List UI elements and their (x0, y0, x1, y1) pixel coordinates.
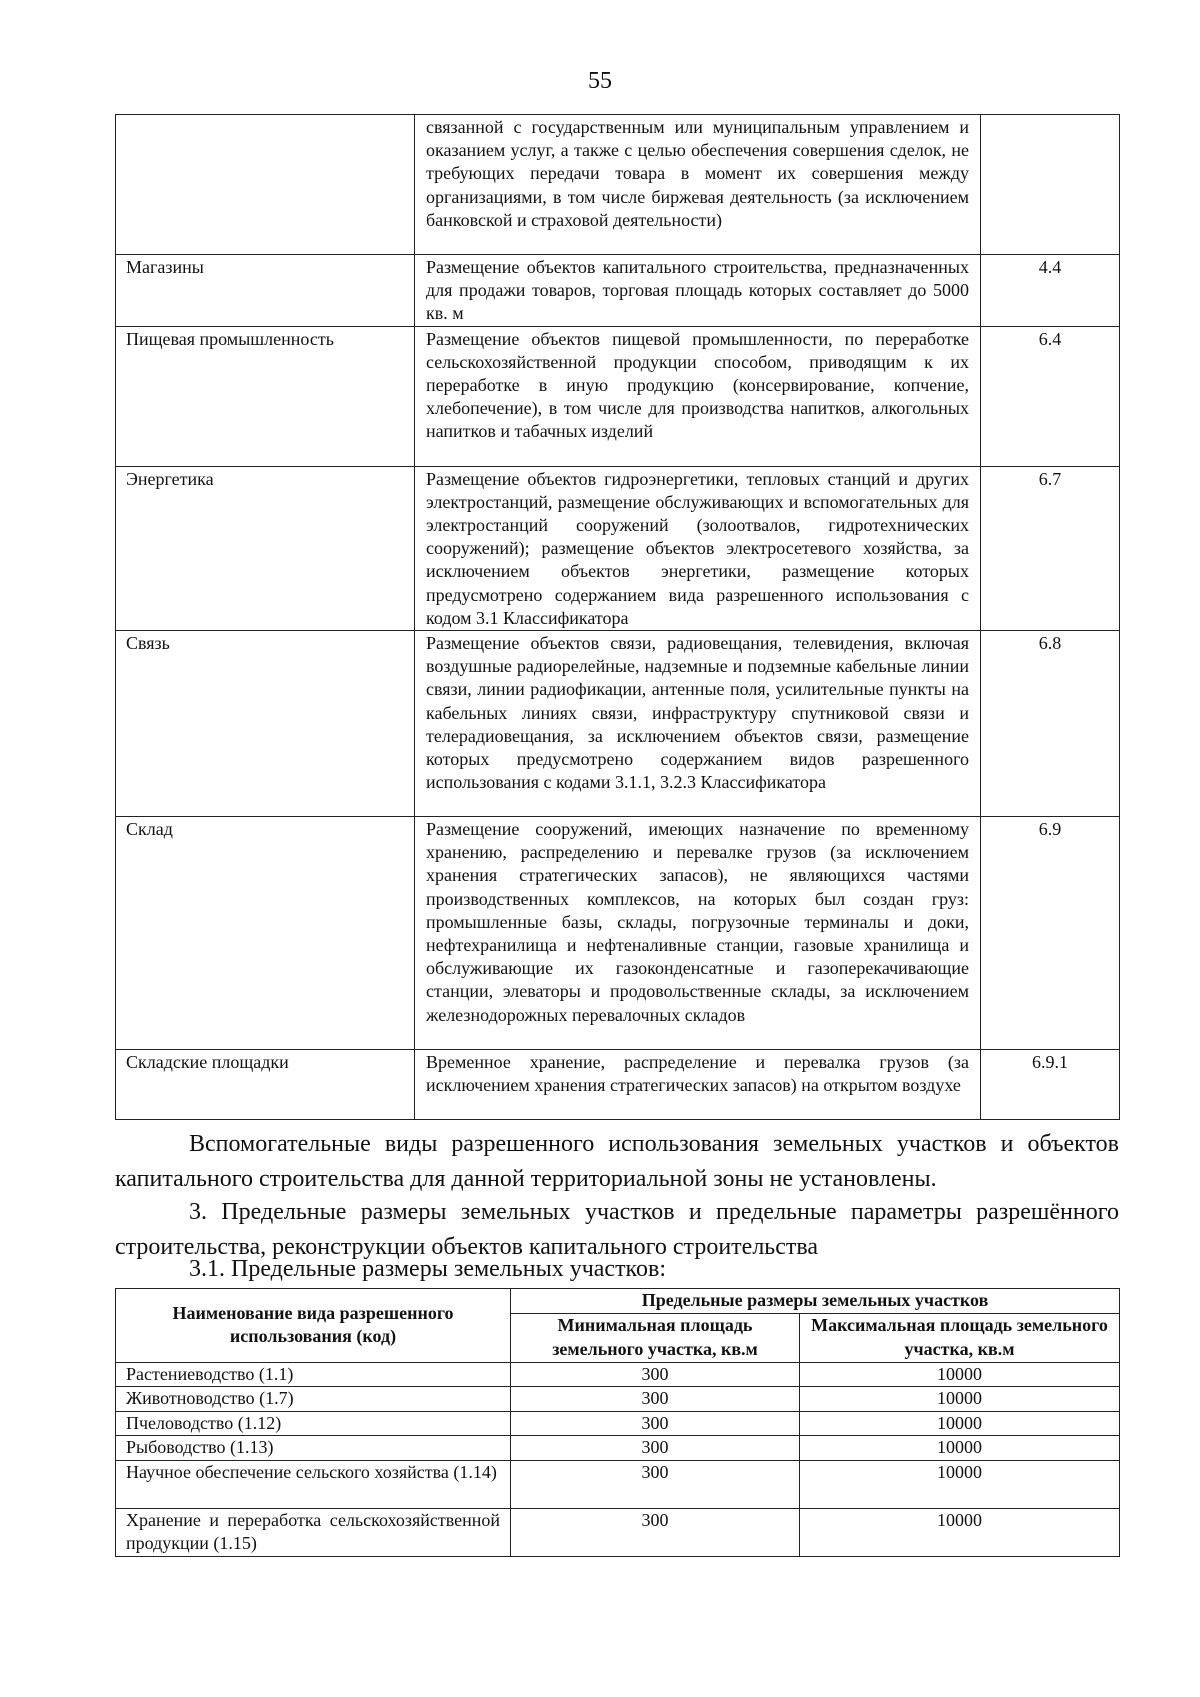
table-row (116, 817, 1120, 1050)
max-area: 10000 (800, 1411, 1120, 1436)
header-row (116, 1289, 1120, 1314)
table-row (116, 1050, 1120, 1120)
max-area: 10000 (800, 1436, 1120, 1461)
use-name: Растениеводство (1.1) (116, 1362, 511, 1387)
use-code: 6.8 (981, 631, 1120, 817)
use-name: Животноводство (1.7) (116, 1387, 511, 1412)
min-area: 300 (511, 1460, 800, 1508)
use-name: Магазины (116, 255, 415, 327)
header-max-area: Максимальная площадь земельного участка, кв.м (800, 1313, 1120, 1362)
use-code: 6.7 (981, 466, 1120, 630)
min-area: 300 (511, 1362, 800, 1387)
use-code: 6.9 (981, 817, 1120, 1050)
section-3-1-heading: 3.1. Предельные размеры земельных участков: (189, 1256, 666, 1282)
max-area: 10000 (800, 1508, 1120, 1556)
use-description: Размещение сооружений, имеющих назначение по временному хранению, распределению и перевалке грузов (за исключением хранения стратегических запасов), не являющихся частями производственных комплексов, на которых был создан груз: промышленные базы, склады, погрузочные терминалы и доки, нефтехранилища и нефтеналивные станции, газовые хранилища и обслуживающие их газоконденсатные и газоперекачивающие станции, элеваторы и продовольственные склады, за исключением железнодорожных перевалочных складов (415, 817, 981, 1050)
table-row (116, 115, 1120, 255)
use-description: Временное хранение, распределение и перевалка грузов (за исключением хранения стратегических запасов) на открытом воздухе (415, 1050, 981, 1120)
use-code (981, 115, 1120, 255)
land-use-table (115, 114, 1120, 1120)
table-row (116, 255, 1120, 327)
header-use-name: Наименование вида разрешенного использования (код) (116, 1289, 511, 1363)
table-row (116, 1460, 1120, 1508)
use-name: Склад (116, 817, 415, 1050)
plot-size-table (115, 1288, 1120, 1557)
use-description: Размещение объектов капитального строительства, предназначенных для продажи товаров, торговая площадь которых составляет до 5000 кв. м (415, 255, 981, 327)
max-area: 10000 (800, 1362, 1120, 1387)
header-group: Предельные размеры земельных участков (511, 1289, 1120, 1314)
use-description: Размещение объектов пищевой промышленности, по переработке сельскохозяйственной продукции способом, приводящим к их переработке в иную продукцию (консервирование, копчение, хлебопечение), в том числе для производства напитков, алкогольных напитков и табачных изделий (415, 326, 981, 466)
use-name: Складские площадки (116, 1050, 415, 1120)
use-name: Рыбоводство (1.13) (116, 1436, 511, 1461)
use-code: 6.9.1 (981, 1050, 1120, 1120)
min-area: 300 (511, 1436, 800, 1461)
table-row (116, 466, 1120, 630)
max-area: 10000 (800, 1387, 1120, 1412)
min-area: 300 (511, 1411, 800, 1436)
auxiliary-uses-paragraph: Вспомогательные виды разрешенного использования земельных участков и объектов капитального строительства для данной территориальной зоны не установлены. (115, 1131, 1119, 1192)
section-3-heading: 3. Предельные размеры земельных участков и предельные параметры разрешённого строительства, реконструкции объектов капитального строительства (115, 1199, 1119, 1260)
max-area: 10000 (800, 1460, 1120, 1508)
use-name: Научное обеспечение сельского хозяйства (1.14) (116, 1460, 511, 1508)
table-row (116, 1436, 1120, 1461)
table-row (116, 326, 1120, 466)
page-number: 55 (588, 68, 612, 94)
use-name: Пищевая промышленность (116, 326, 415, 466)
table-row (116, 1362, 1120, 1387)
use-name (116, 115, 415, 255)
table-row (116, 1411, 1120, 1436)
table-row (116, 1508, 1120, 1556)
use-description: Размещение объектов связи, радиовещания, телевидения, включая воздушные радиорелейные, надземные и подземные кабельные линии связи, линии радиофикации, антенные поля, усилительные пункты на кабельных линиях связи, инфраструктуру спутниковой связи и телерадиовещания, за исключением объектов связи, размещение которых предусмотрено содержанием видов разрешенного использования с кодами 3.1.1, 3.2.3 Классификатора (415, 631, 981, 817)
use-description: связанной с государственным или муниципальным управлением и оказанием услуг, а также с целью обеспечения совершения сделок, не требующих передачи товара в момент их совершения между организациями, в том числе биржевая деятельность (за исключением банковской и страховой деятельности) (415, 115, 981, 255)
use-name: Связь (116, 631, 415, 817)
min-area: 300 (511, 1508, 800, 1556)
use-code: 6.4 (981, 326, 1120, 466)
min-area: 300 (511, 1387, 800, 1412)
table-row (116, 631, 1120, 817)
use-name: Хранение и переработка сельскохозяйственной продукции (1.15) (116, 1508, 511, 1556)
header-min-area: Минимальная площадь земельного участка, кв.м (511, 1313, 800, 1362)
use-description: Размещение объектов гидроэнергетики, тепловых станций и других электростанций, размещение обслуживающих и вспомогательных для электростанций сооружений (золоотвалов, гидротехнических сооружений); размещение объектов электросетевого хозяйства, за исключением объектов энергетики, размещение которых предусмотрено содержанием вида разрешенного использования с кодом 3.1 Классификатора (415, 466, 981, 630)
use-name: Энергетика (116, 466, 415, 630)
use-name: Пчеловодство (1.12) (116, 1411, 511, 1436)
use-code: 4.4 (981, 255, 1120, 327)
table-row (116, 1387, 1120, 1412)
